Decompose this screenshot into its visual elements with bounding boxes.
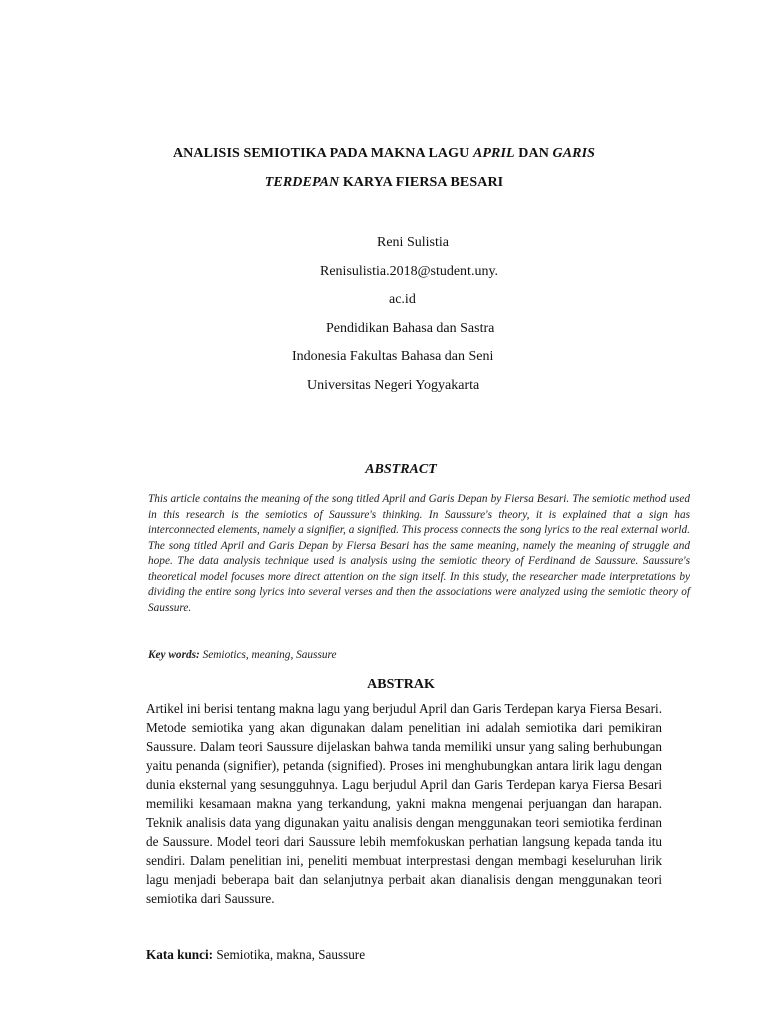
keywords-id-values: Semiotika, makna, Saussure — [213, 947, 366, 962]
title-italic-garis: GARIS — [552, 146, 596, 161]
keywords-en-label: Key words: — [148, 649, 200, 661]
abstract-heading: ABSTRACT — [365, 462, 437, 477]
title-italic-terdepan: TERDEPAN — [264, 175, 340, 190]
title-italic-april: APRIL — [472, 146, 515, 161]
keywords-id-label: Kata kunci: — [146, 947, 214, 962]
author-email-line-2: ac.id — [389, 292, 416, 307]
title-text: ANALISIS SEMIOTIKA PADA MAKNA LAGU — [172, 146, 473, 161]
affiliation-line-1: Pendidikan Bahasa dan Sastra — [326, 321, 495, 336]
keywords-en-values: Semiotics, meaning, Saussure — [199, 649, 337, 661]
affiliation-line-2: Indonesia Fakultas Bahasa dan Seni — [292, 349, 494, 364]
author-name: Reni Sulistia — [377, 235, 449, 250]
title-text-dan: DAN — [514, 146, 553, 161]
abstract-en-body: This article contains the meaning of the song titled April and Garis Depan by Fiersa Besari. The semiotic method used in this research is the semiotics of Saussure's thinking. In Saussure's theory, it is explained that a sign has interconnected elements, namely a signifier, a signified. This process connects the song lyrics to the real external world. The song titled April and Garis Depan by Fiersa Besari has the same meaning, namely the meaning of struggle and hope. The data analysis technique used is analysis using the semiotic theory of Ferdinand de Saussure. Saussure's theoretical model focuses more direct attention on the sign itself. In this study, the researcher made interpretations by dividing the entire song lyrics into several verses and then the associations were analyzed using the semiotic theory of Saussure. — [148, 493, 690, 614]
author-email-line-1: Renisulistia.2018@student.uny. — [320, 264, 499, 279]
abstrak-body: Artikel ini berisi tentang makna lagu yang berjudul April dan Garis Terdepan karya Fiersa Besari. Metode semiotika yang akan digunakan dalam penelitian ini adalah semiotika dari pemikiran Saussure. Dalam teori Saussure dijelaskan bahwa tanda memiliki unsur yang saling berhubungan yaitu penanda (signifier), petanda (signified). Proses ini menghubungkan antara lirik lagu dengan dunia eksternal yang sesungguhnya. Lagu berjudul April dan Garis Terdepan karya Fiersa Besari memiliki kesamaan makna yang terkandung, yakni makna mengenai perjuangan dan harapan. Teknik analisis data yang digunakan yaitu analisis dengan menggunakan teori semiotika ferdinan de Saussure. Model teori dari Saussure lebih memfokuskan perhatian langsung kepada tanda itu sendiri. Dalam penelitian ini, peneliti membuat interprestasi dengan membagi keseluruhan lirik lagu menjadi beberapa bait dan selanjutnya perbait akan dianalisis dengan menggunakan teori semiotika dari Saussure. — [146, 701, 662, 906]
title-line-2 — [0, 175, 768, 191]
title-text-karya: KARYA FIERSA BESARI — [339, 175, 504, 190]
title-line-1 — [0, 146, 768, 162]
affiliation-line-3: Universitas Negeri Yogyakarta — [307, 378, 480, 393]
keywords-en — [148, 649, 690, 661]
abstrak-heading: ABSTRAK — [367, 677, 435, 692]
keywords-id — [146, 947, 662, 963]
